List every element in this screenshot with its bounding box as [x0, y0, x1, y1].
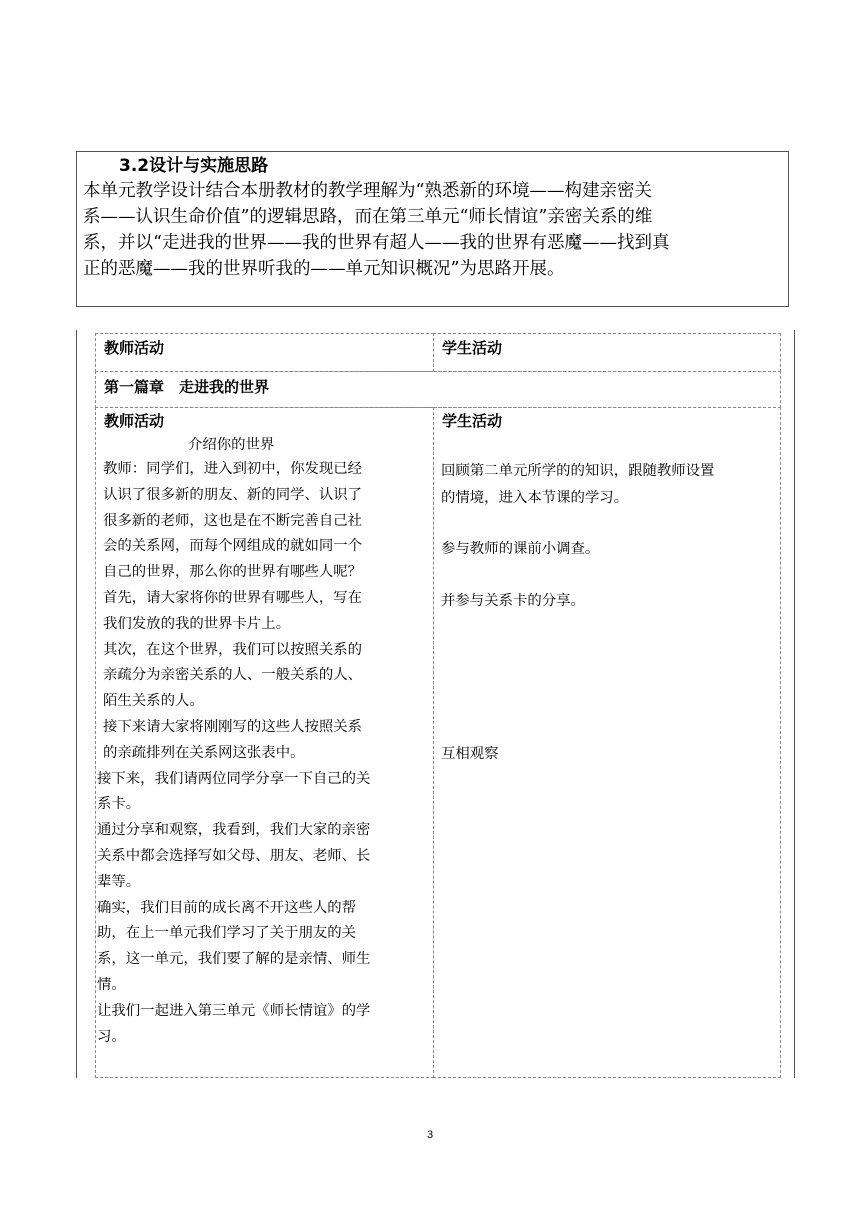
- section-line: 本单元教学设计结合本册教材的教学理解为“熟悉新的环境——构建亲密关: [83, 181, 652, 201]
- table-outer-right-rule: [794, 330, 795, 1078]
- student-line: 并参与关系卡的分享。: [441, 593, 585, 609]
- teacher-line: 关系中都会选择写如父母、朋友、老师、长: [97, 847, 371, 864]
- teacher-line: 亲疏分为亲密关系的人、一般关系的人、: [103, 667, 363, 684]
- teacher-line: 通过分享和观察，我看到，我们大家的亲密: [97, 822, 371, 839]
- teacher-line: 的亲疏排列在关系网这张表中。: [103, 744, 305, 761]
- teacher-activity-text: [97, 434, 429, 1050]
- teacher-line: 陌生关系的人。: [103, 693, 204, 710]
- section-line: 系，并以“走进我的世界——我的世界有超人——我的世界有恶魔——找到真: [83, 233, 670, 253]
- chapter-title: 第一篇章 走进我的世界: [104, 378, 270, 396]
- header-teacher-label: 教师活动: [104, 339, 165, 357]
- header-student-label: 学生活动: [442, 339, 503, 357]
- header-teacher-cell: [95, 333, 434, 372]
- section-title: 3.2设计与实施思路: [119, 156, 269, 176]
- teacher-line: 其次，在这个世界，我们可以按照关系的: [103, 641, 363, 658]
- header-student-cell: [433, 333, 781, 372]
- student-line: 回顾第二单元所学的的知识，跟随教师设置: [441, 463, 715, 479]
- page-number: 3: [426, 1129, 434, 1141]
- teacher-line: 自己的世界，那么你的世界有哪些人呢？: [103, 564, 363, 581]
- teacher-line: 首先，请大家将你的世界有哪些人，写在: [103, 589, 363, 606]
- section-body: [83, 178, 783, 282]
- teacher-line: 接下来请大家将刚刚写的这些人按照关系: [103, 718, 363, 735]
- teacher-line: 让我们一起进入第三单元《师长情谊》的学: [97, 1002, 371, 1019]
- teacher-line: 情。: [97, 976, 126, 993]
- student-line: 的情境，进入本节课的学习。: [441, 490, 629, 506]
- chapter-row: [95, 371, 781, 408]
- section-line: 系——认识生命价值”的逻辑思路，而在第三单元“师长情谊”亲密关系的维: [83, 207, 653, 227]
- teacher-activity-label: 教师活动: [104, 412, 165, 430]
- teacher-line: 系卡。: [97, 796, 141, 813]
- teacher-line: 教师：同学们，进入到初中，你发现已经: [103, 461, 363, 477]
- teacher-line: 会的关系网，而每个网组成的就如同一个: [103, 538, 363, 555]
- teacher-line: 系，这一单元，我们要了解的是亲情、师生: [97, 951, 371, 968]
- table-outer-left-rule: [76, 330, 77, 1078]
- teacher-line: 认识了很多新的朋友、新的同学、认识了: [103, 486, 363, 503]
- design-section-box: [76, 151, 789, 307]
- teacher-line: 接下来，我们请两位同学分享一下自己的关: [97, 770, 371, 787]
- teacher-line: 很多新的老师，这也是在不断完善自己社: [103, 512, 363, 529]
- section-line: 正的恶魔——我的世界听我的——单元知识概况”为思路开展。: [83, 259, 565, 279]
- teacher-line: 我们发放的我的世界卡片上。: [103, 615, 291, 632]
- teacher-line: 辈等。: [97, 873, 141, 890]
- teacher-line: 确实，我们目前的成长离不开这些人的帮: [97, 899, 357, 916]
- teacher-subtitle: 介绍你的世界: [188, 437, 275, 453]
- teacher-line: 助，在上一单元我们学习了关于朋友的关: [97, 925, 357, 942]
- student-line: 参与教师的课前小调查。: [441, 541, 600, 557]
- student-line: 互相观察: [441, 746, 499, 762]
- student-activity-label: 学生活动: [442, 412, 503, 430]
- teacher-line: 习。: [97, 1028, 126, 1045]
